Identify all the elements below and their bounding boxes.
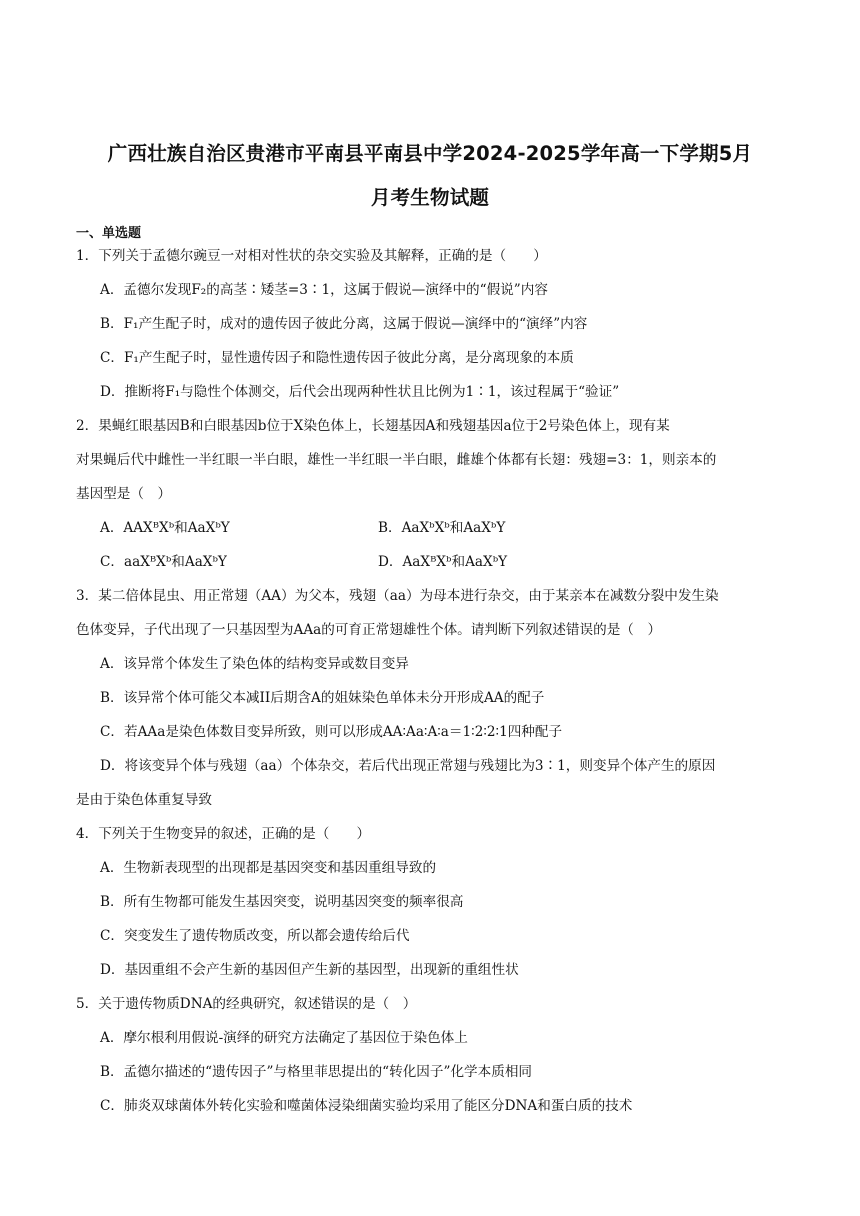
question-3-stem-line-2: 色体变异，子代出现了一只基因型为AAa的可育正常翅雄性个体。请判断下列叙述错误的是（ ）: [76, 622, 662, 638]
question-3-option-a: A．该异常个体发生了染色体的结构变异或数目变异: [100, 656, 409, 672]
question-1-option-a: A．孟德尔发现F₂的高茎∶矮茎=3∶1，这属于假说—演绎中的“假说”内容: [100, 282, 548, 298]
question-2-option-d: D．AaXᴮXᵇ和AaXᵇY: [378, 554, 508, 570]
question-5-option-c: C．肺炎双球菌体外转化实验和噬菌体浸染细菌实验均采用了能区分DNA和蛋白质的技术: [100, 1098, 633, 1114]
question-4-option-c: C．突变发生了遗传物质改变，所以都会遗传给后代: [100, 928, 410, 944]
question-3-option-d-continued: 是由于染色体重复导致: [76, 792, 212, 808]
question-1-option-d: D．推断将F₁与隐性个体测交，后代会出现两种性状且比例为1∶1，该过程属于“验证”: [100, 384, 620, 400]
question-3-option-b: B．该异常个体可能父本减II后期含A的姐妹染色单体未分开形成AA的配子: [100, 690, 545, 706]
exam-title-line-2: 月考生物试题: [370, 186, 490, 209]
question-1-option-b: B．F₁产生配子时，成对的遗传因子彼此分离，这属于假说—演绎中的“演绎”内容: [100, 316, 588, 332]
question-5-stem: 5．关于遗传物质DNA的经典研究，叙述错误的是（ ）: [76, 996, 417, 1012]
question-2-option-b: B．AaXᵇXᵇ和AaXᵇY: [378, 520, 506, 536]
section-heading: 一、单选题: [76, 226, 142, 241]
question-1-option-c: C．F₁产生配子时，显性遗传因子和隐性遗传因子彼此分离，是分离现象的本质: [100, 350, 574, 366]
question-5-option-a: A．摩尔根利用假说-演绎的研究方法确定了基因位于染色体上: [100, 1030, 468, 1046]
question-3-option-d: D．将该变异个体与残翅（aa）个体杂交，若后代出现正常翅与残翅比为3∶1，则变异个体产生的原因: [100, 758, 716, 774]
question-3-option-c: C．若AAa是染色体数目变异所致，则可以形成AA∶Aa∶A∶a＝1∶2∶2∶1四种配子: [100, 724, 563, 740]
question-2-option-a: A．AAXᴮXᵇ和AaXᵇY: [100, 520, 230, 536]
question-4-option-b: B．所有生物都可能发生基因突变，说明基因突变的频率很高: [100, 894, 464, 910]
question-4-stem: 4．下列关于生物变异的叙述，正确的是（ ）: [76, 826, 371, 842]
question-2-stem-line-2: 对果蝇后代中雌性一半红眼一半白眼，雄性一半红眼一半白眼，雌雄个体都有长翅：残翅=3：1，则亲本的: [76, 452, 717, 468]
question-1-stem: 1．下列关于孟德尔豌豆一对相对性状的杂交实验及其解释，正确的是（ ）: [76, 248, 547, 264]
question-4-option-a: A．生物新表现型的出现都是基因突变和基因重组导致的: [100, 860, 437, 876]
question-2-option-c: C．aaXᴮXᵇ和AaXᵇY: [100, 554, 227, 570]
question-3-stem-line-1: 3．某二倍体昆虫、用正常翅（AA）为父本，残翅（aa）为母本进行杂交，由于某亲本在减数分裂中发生染: [76, 588, 719, 604]
question-2-stem-line-1: 2．果蝇红眼基因B和白眼基因b位于X染色体上，长翅基因A和残翅基因a位于2号染色体上，现有某: [76, 418, 670, 434]
question-2-stem-line-3: 基因型是（ ）: [76, 486, 172, 502]
exam-title-line-1: 广西壮族自治区贵港市平南县平南县中学2024-2025学年高一下学期5月: [107, 142, 753, 165]
question-5-option-b: B．孟德尔描述的“遗传因子”与格里菲思提出的“转化因子”化学本质相同: [100, 1064, 533, 1080]
question-4-option-d: D．基因重组不会产生新的基因但产生新的基因型，出现新的重组性状: [100, 962, 519, 978]
